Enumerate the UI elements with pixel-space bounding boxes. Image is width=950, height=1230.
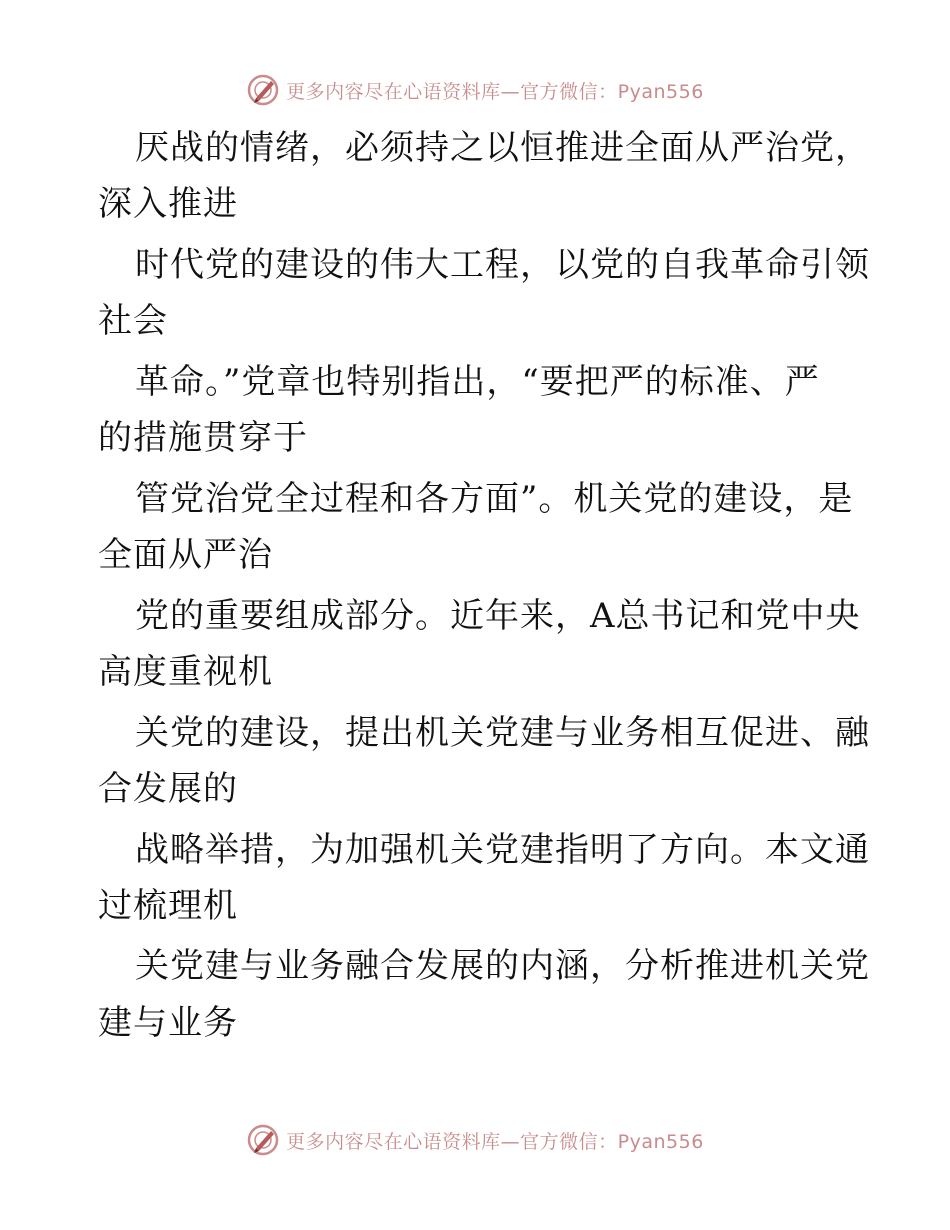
body-line: 社会 xyxy=(98,301,168,341)
pen-logo-icon xyxy=(246,1123,280,1157)
watermark-text: 更多内容尽在心语资料库—官方微信：Pyan556 xyxy=(286,1130,704,1153)
body-line: 的措施贯穿于 xyxy=(98,418,308,458)
body-line: 革命。”党章也特别指出，“要把严的标准、严 xyxy=(135,362,820,402)
watermark-text: 更多内容尽在心语资料库—官方微信：Pyan556 xyxy=(286,80,704,103)
body-line: 战略举措，为加强机关党建指明了方向。本文通 xyxy=(135,830,870,870)
body-line: 全面从严治 xyxy=(98,535,273,575)
body-line: 厌战的情绪，必须持之以恒推进全面从严治党， xyxy=(135,128,870,168)
body-line: 高度重视机 xyxy=(98,652,273,692)
body-line: 党的重要组成部分。近年来，A总书记和党中央 xyxy=(135,596,861,636)
body-line: 时代党的建设的伟大工程，以党的自我革命引领 xyxy=(135,245,870,285)
body-line: 合发展的 xyxy=(98,769,238,809)
body-line: 建与业务 xyxy=(98,1003,238,1043)
body-line: 过梳理机 xyxy=(98,886,238,926)
body-line: 关党的建设，提出机关党建与业务相互促进、融 xyxy=(135,713,870,753)
body-line: 关党建与业务融合发展的内涵，分析推进机关党 xyxy=(135,946,870,986)
body-line: 深入推进 xyxy=(98,184,238,224)
body-line: 管党治党全过程和各方面”。机关党的建设，是 xyxy=(135,479,854,519)
footer-watermark xyxy=(0,1120,950,1160)
